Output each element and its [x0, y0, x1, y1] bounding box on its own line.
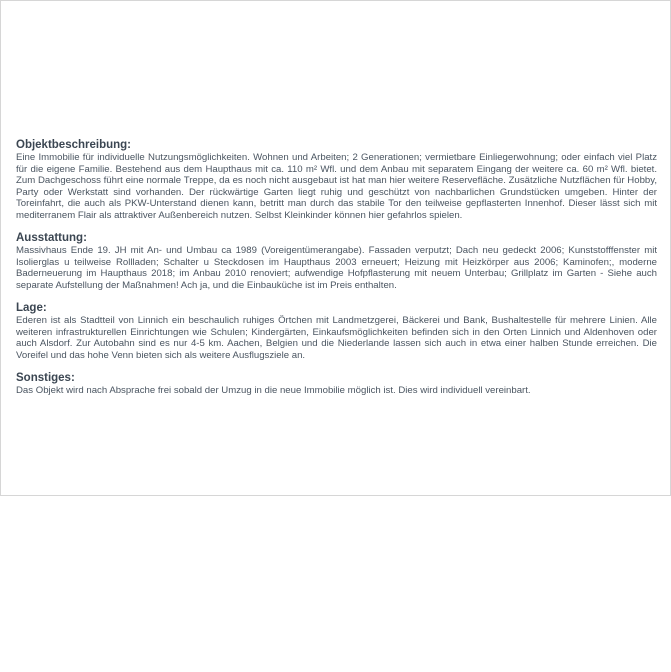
- section-text: Massivhaus Ende 19. JH mit An- und Umbau ca 1989 (Voreigentümerangabe). Fassaden verputzt; Dach neu gedeckt 2006; Kunststofffenster mit Isolierglas u teilweise Rollladen; Schalter u Steckdosen im Haupthaus 2003 erneuert; Heizung mit Heizkörper aus 2006; Kaminofen;, moderne Baderneuerung im Haupthaus 2018; im Anbau 2010 renoviert; aufwendige Hofpflasterung mit neuem Unterbau; Grillplatz im Garten - Siehe auch separate Aufstellung der Maßnahmen! Ach ja, und die Einbauküche ist im Preis enthalten.: [16, 245, 657, 291]
- section-text: Das Objekt wird nach Absprache frei sobald der Umzug in die neue Immobilie möglich ist. Dies wird individuell vereinbart.: [16, 385, 531, 396]
- section-lage: [16, 301, 657, 361]
- section-sonstiges: [16, 371, 657, 397]
- section-text: Eine Immobilie für individuelle Nutzungsmöglichkeiten. Wohnen und Arbeiten; 2 Generationen; vermietbare Einliegerwohnung; oder einfach viel Platz für die eigene Familie. Bestehend aus dem Haupthaus mit ca. 110 m² Wfl. und dem Anbau mit separatem Eingang der weitere ca. 60 m² Wfl. bietet. Zum Dachgeschoss führt eine normale Treppe, da es noch nicht ausgebaut ist hat man hier weitere Reservefläche. Zusätzliche Nutzflächen für Hobby, Party oder Werkstatt sind vorhanden. Der rückwärtige Garten liegt ruhig und geschützt von nachbarlichen Grundstücken umgeben. Hinter der Toreinfahrt, die auch als PKW-Unterstand dienen kann, betritt man durch das stabile Tor den teilweise gepflasterten Innenhof. Dieser lässt sich mit mediterranem Flair als attraktiver Außenbereich nutzen. Selbst Kleinkinder können hier gefahrlos spielen.: [16, 152, 657, 221]
- section-text: Ederen ist als Stadtteil von Linnich ein beschaulich ruhiges Örtchen mit Landmetzgerei, Bäckerei und Bank, Bushaltestelle für mehrere Linien. Alle weiteren infrastrukturellen Einrichtungen wie Schulen; Kindergärten, Einkaufsmöglichkeiten befinden sich in den Orten Linnich und Aldenhoven oder auch Alsdorf. Zur Autobahn sind es nur 4-5 km. Aachen, Belgien und die Niederlande lassen sich auch in etwa einer halben Stunde erreichen. Die Voreifel und das hohe Venn bieten sich als weitere Ausflugsziele an.: [16, 315, 657, 361]
- section-title: Ausstattung:: [16, 232, 87, 244]
- section-objektbeschreibung: [16, 138, 657, 221]
- section-title: Lage:: [16, 302, 47, 314]
- section-title: Objektbeschreibung:: [16, 139, 132, 151]
- section-ausstattung: [16, 231, 657, 291]
- section-title: Sonstiges:: [16, 372, 75, 384]
- description-content: [16, 138, 657, 407]
